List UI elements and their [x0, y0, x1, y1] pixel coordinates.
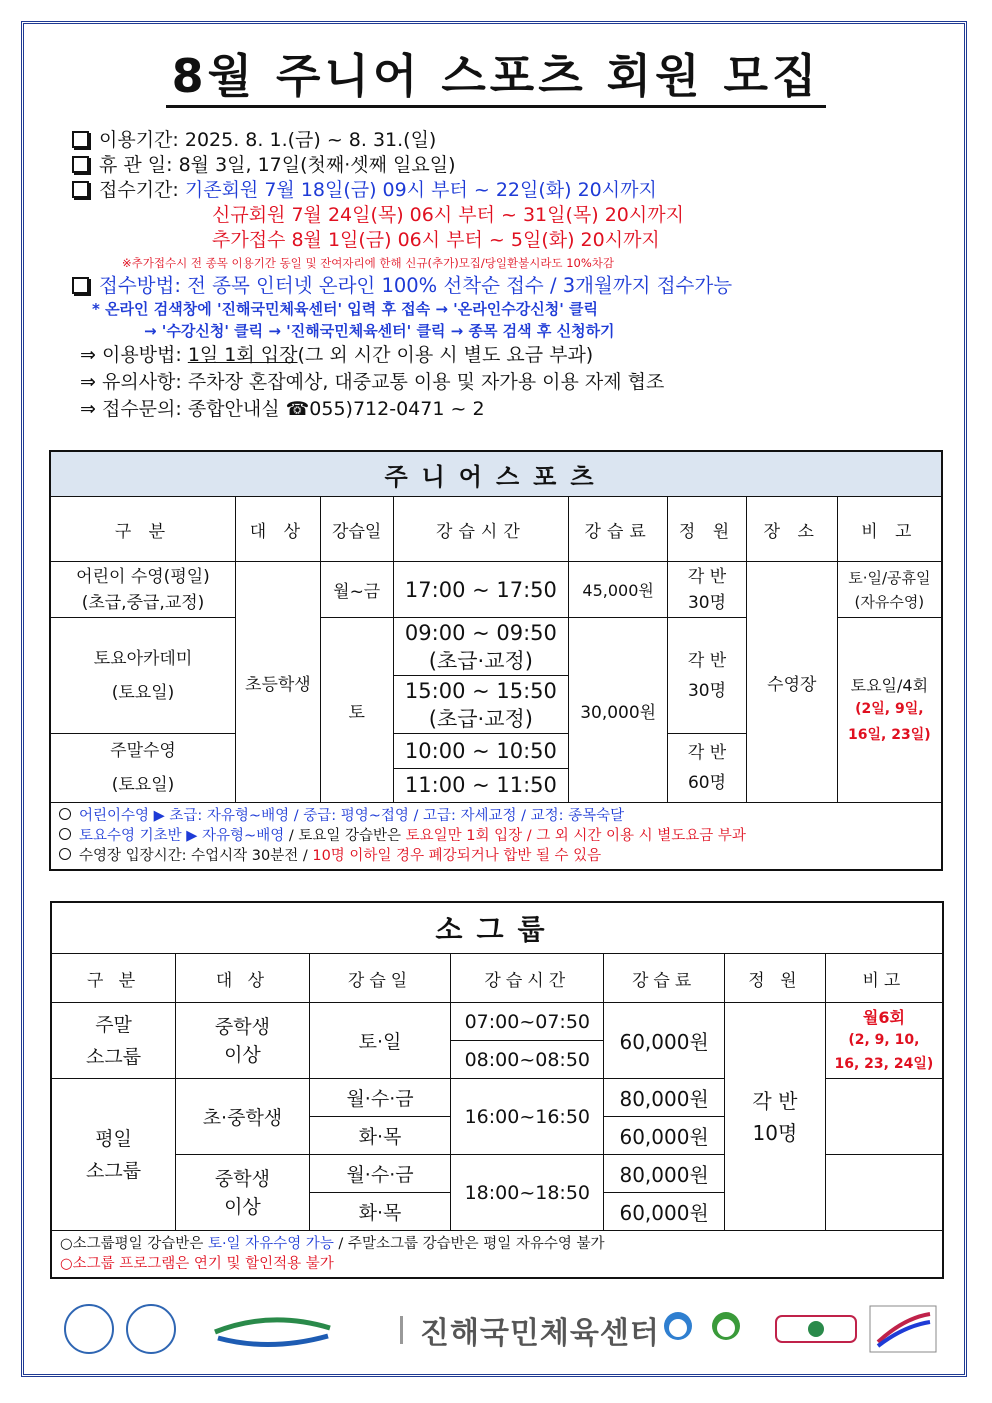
row-kids-swim-name [50, 562, 235, 618]
time-line: 15:00 ~ 15:50 [404, 678, 557, 703]
note-dates: (2일, 9일, 16일, 23일) [848, 700, 931, 743]
col-note: 비 고 [837, 497, 942, 562]
note-dates: (2, 9, 10, 16, 23, 24일) [834, 1032, 934, 1072]
footnote-text: 어린이수영 ▶ 초급: 자유형~배영 / 중급: 평영~접영 / 고급: 자세교정 / 교정: 종목숙달 [79, 808, 625, 824]
certification-seal-icon [126, 1304, 176, 1354]
row-saturday-fee: 30,000원 [569, 618, 668, 803]
row-kids-swim-days: 월~금 [320, 562, 393, 618]
row-weekday-fee-1: 80,000원 [604, 1079, 725, 1117]
row-kids-swim-fee: 45,000원 [569, 562, 668, 618]
row-weekday-days-3: 월·수·금 [309, 1155, 451, 1193]
row-weekend-group-name: 주말 소그룹 [51, 1003, 176, 1079]
row-weekday-fee-2: 60,000원 [604, 1117, 725, 1155]
col-note: 비고 [825, 954, 943, 1003]
row-kids-swim-note: 토·일/공휴일 (자유수영) [837, 562, 942, 618]
row-weekday-group-target-2: 중학생 이상 [176, 1155, 310, 1231]
reception-line: 접수기간: 기존회원 7월 18일(금) 09시 부터 ~ 22일(화) 20시까지 [72, 178, 952, 203]
caution-line: ⇒ 유의사항: 주차장 혼잡예상, 대중교통 이용 및 자가용 이용 자제 협조 [80, 371, 665, 393]
small-group-header: 소그룹 [51, 902, 943, 954]
row-name-line: 어린이 수영(평일) [76, 566, 210, 587]
consumer-ccm-logo-icon [64, 1304, 114, 1354]
row-weekday-time-2: 18:00~18:50 [451, 1155, 604, 1231]
contact-line: ⇒ 접수문의: 종합안내실 ☎055)712-0471 ~ 2 [80, 398, 485, 420]
row-weekend-capacity: 각 반 60명 [668, 734, 747, 803]
col-fee: 강습료 [604, 954, 725, 1003]
reception-line-2: 신규회원 7월 24일(목) 06시 부터 ~ 31일(목) 20시까지 [212, 204, 684, 226]
small-group-capacity: 각 반 10명 [725, 1003, 826, 1231]
row-weekday-time-1: 16:00~16:50 [451, 1079, 604, 1155]
row-saturday-time-2 [393, 676, 569, 734]
mascot-icon [654, 1306, 754, 1352]
footnote-text: 10명 이하일 경우 폐강되거나 합반 될 수 있음 [312, 848, 602, 864]
footnote-text: / 주말소그룹 강습반은 평일 자유수영 불가 [333, 1236, 605, 1252]
row-weekday-note-1 [825, 1079, 943, 1155]
row-weekday-fee-4: 60,000원 [604, 1193, 725, 1231]
time-line: 09:00 ~ 09:50 [404, 620, 557, 645]
row-weekday-note-2 [825, 1155, 943, 1231]
footnote-text: ○소그룹평일 강습반은 [60, 1236, 208, 1252]
checkbox-icon [72, 156, 89, 173]
time-level-line: (초급·교정) [428, 706, 534, 731]
period-line: 이용기간: 2025. 8. 1.(금) ~ 8. 31.(일) [72, 128, 952, 153]
method-line: 접수방법: 전 종목 인터넷 온라인 100% 선착순 접수 / 3개월까지 접수가능 [72, 273, 952, 298]
row-weekday-days-2: 화·목 [309, 1117, 451, 1155]
row-weekday-group-target-1: 초·중학생 [176, 1079, 310, 1155]
junior-sports-table [49, 450, 943, 871]
row-kids-swim-time: 17:00 ~ 17:50 [393, 562, 569, 618]
closed-line: 휴 관 일: 8월 3일, 17일(첫째·셋째 일요일) [72, 153, 952, 178]
col-target: 대 상 [176, 954, 310, 1003]
col-days: 강습일 [320, 497, 393, 562]
junior-footnotes [50, 803, 942, 871]
time-level-line: (초급·교정) [428, 648, 534, 673]
method-note-2: → '수강신청' 클릭 → '진해국민체육센터' 클릭 → 종목 검색 후 신청하기 [144, 322, 615, 340]
row-weekend-time-1: 10:00 ~ 10:50 [393, 734, 569, 769]
place-cell: 수영장 [746, 562, 837, 803]
small-group-table [50, 901, 944, 1279]
row-kids-swim-capacity: 각 반 30명 [668, 562, 747, 618]
row-name-line: (토요일) [111, 775, 175, 795]
col-capacity: 정 원 [668, 497, 747, 562]
footer-logos [60, 1300, 940, 1362]
row-weekday-days-1: 월·수·금 [309, 1079, 451, 1117]
footnote-text: 토·일 자유수영 가능 [207, 1236, 334, 1252]
note-line: 토요일/4회 [850, 675, 929, 695]
row-name-line: (초급,중급,교정) [81, 592, 205, 613]
footnote-3 [59, 846, 933, 866]
checkbox-icon [72, 131, 89, 148]
footnote-2: ○소그룹 프로그램은 연기 및 할인적용 불가 [60, 1256, 334, 1272]
junior-table-header: 주니어스포츠 [50, 451, 942, 497]
info-section [72, 128, 952, 423]
footnote-1 [60, 1234, 934, 1254]
row-saturday-note [837, 618, 942, 803]
col-target: 대 상 [235, 497, 320, 562]
row-weekend-group-note [825, 1003, 943, 1079]
reception-note: ※추가접수시 전 종목 이용기간 동일 및 잔여자리에 한해 신규(추가)모집/당일환불시라도 10%차감 [122, 256, 614, 270]
row-weekend-group-time-2: 08:00~08:50 [451, 1041, 604, 1079]
row-weekend-group-target: 중학생 이상 [176, 1003, 310, 1079]
row-saturday-academy-name [50, 618, 235, 734]
row-saturday-time-1 [393, 618, 569, 676]
row-weekend-swim-name [50, 734, 235, 803]
row-weekend-group-time-1: 07:00~07:50 [451, 1003, 604, 1041]
logo-divider [400, 1316, 403, 1344]
col-fee: 강습료 [569, 497, 668, 562]
footnote-text: 토요일만 1회 입장 / 그 외 시간 이용 시 별도요금 부과 [405, 828, 746, 844]
row-weekend-group-fee: 60,000원 [604, 1003, 725, 1079]
row-weekend-time-2: 11:00 ~ 11:50 [393, 768, 569, 803]
target-cell: 초등학생 [235, 562, 320, 803]
footnote-text: 토요수영 기초반 ▶ 자유형~배영 [79, 828, 285, 844]
circle-icon [59, 848, 71, 860]
reception-line-3: 추가접수 8월 1일(금) 06시 부터 ~ 5일(화) 20시까지 [212, 229, 660, 251]
footnote-text: 수영장 입장시간: 수업시작 30분전 / [79, 848, 313, 864]
col-time: 강습시간 [451, 954, 604, 1003]
col-capacity: 정 원 [725, 954, 826, 1003]
footnote-text: / 토요일 강습반은 [284, 828, 406, 844]
clean-world-logo-icon [772, 1306, 862, 1352]
circle-icon [59, 828, 71, 840]
col-category: 구 분 [50, 497, 235, 562]
changwon-facilities-logo-icon [210, 1310, 390, 1350]
circle-icon [59, 808, 71, 820]
col-place: 장 소 [746, 497, 837, 562]
col-time: 강습시간 [393, 497, 569, 562]
certificate-emblem-icon [868, 1304, 940, 1354]
row-name-line: (토요일) [111, 682, 175, 703]
row-weekend-group-days: 토·일 [309, 1003, 451, 1079]
usage-line: ⇒ 이용방법: 1일 1회 입장(그 외 시간 이용 시 별도 요금 부과) [80, 344, 594, 366]
row-saturday-days: 토 [320, 618, 393, 803]
row-weekday-fee-3: 80,000원 [604, 1155, 725, 1193]
note-line: 월6회 [862, 1008, 905, 1027]
footnote-1 [59, 806, 933, 826]
small-group-footnotes [51, 1231, 943, 1279]
row-weekday-group-name: 평일 소그룹 [51, 1079, 176, 1231]
row-name-line: 토요아카데미 [93, 648, 193, 669]
footnote-2 [59, 826, 933, 846]
page-title: 8월 주니어 스포츠 회원 모집 [0, 40, 992, 106]
row-saturday-capacity: 각 반 30명 [668, 618, 747, 734]
checkbox-icon [72, 277, 89, 294]
col-category: 구 분 [51, 954, 176, 1003]
center-name: 진해국민체육센터 [420, 1316, 660, 1351]
method-note-1: * 온라인 검색창에 '진해국민체육센터' 입력 후 접속 → '온라인수강신청' 클릭 [92, 300, 598, 318]
row-weekday-days-4: 화·목 [309, 1193, 451, 1231]
checkbox-icon [72, 181, 89, 198]
col-days: 강습일 [309, 954, 451, 1003]
row-name-line: 주말수영 [110, 741, 176, 761]
